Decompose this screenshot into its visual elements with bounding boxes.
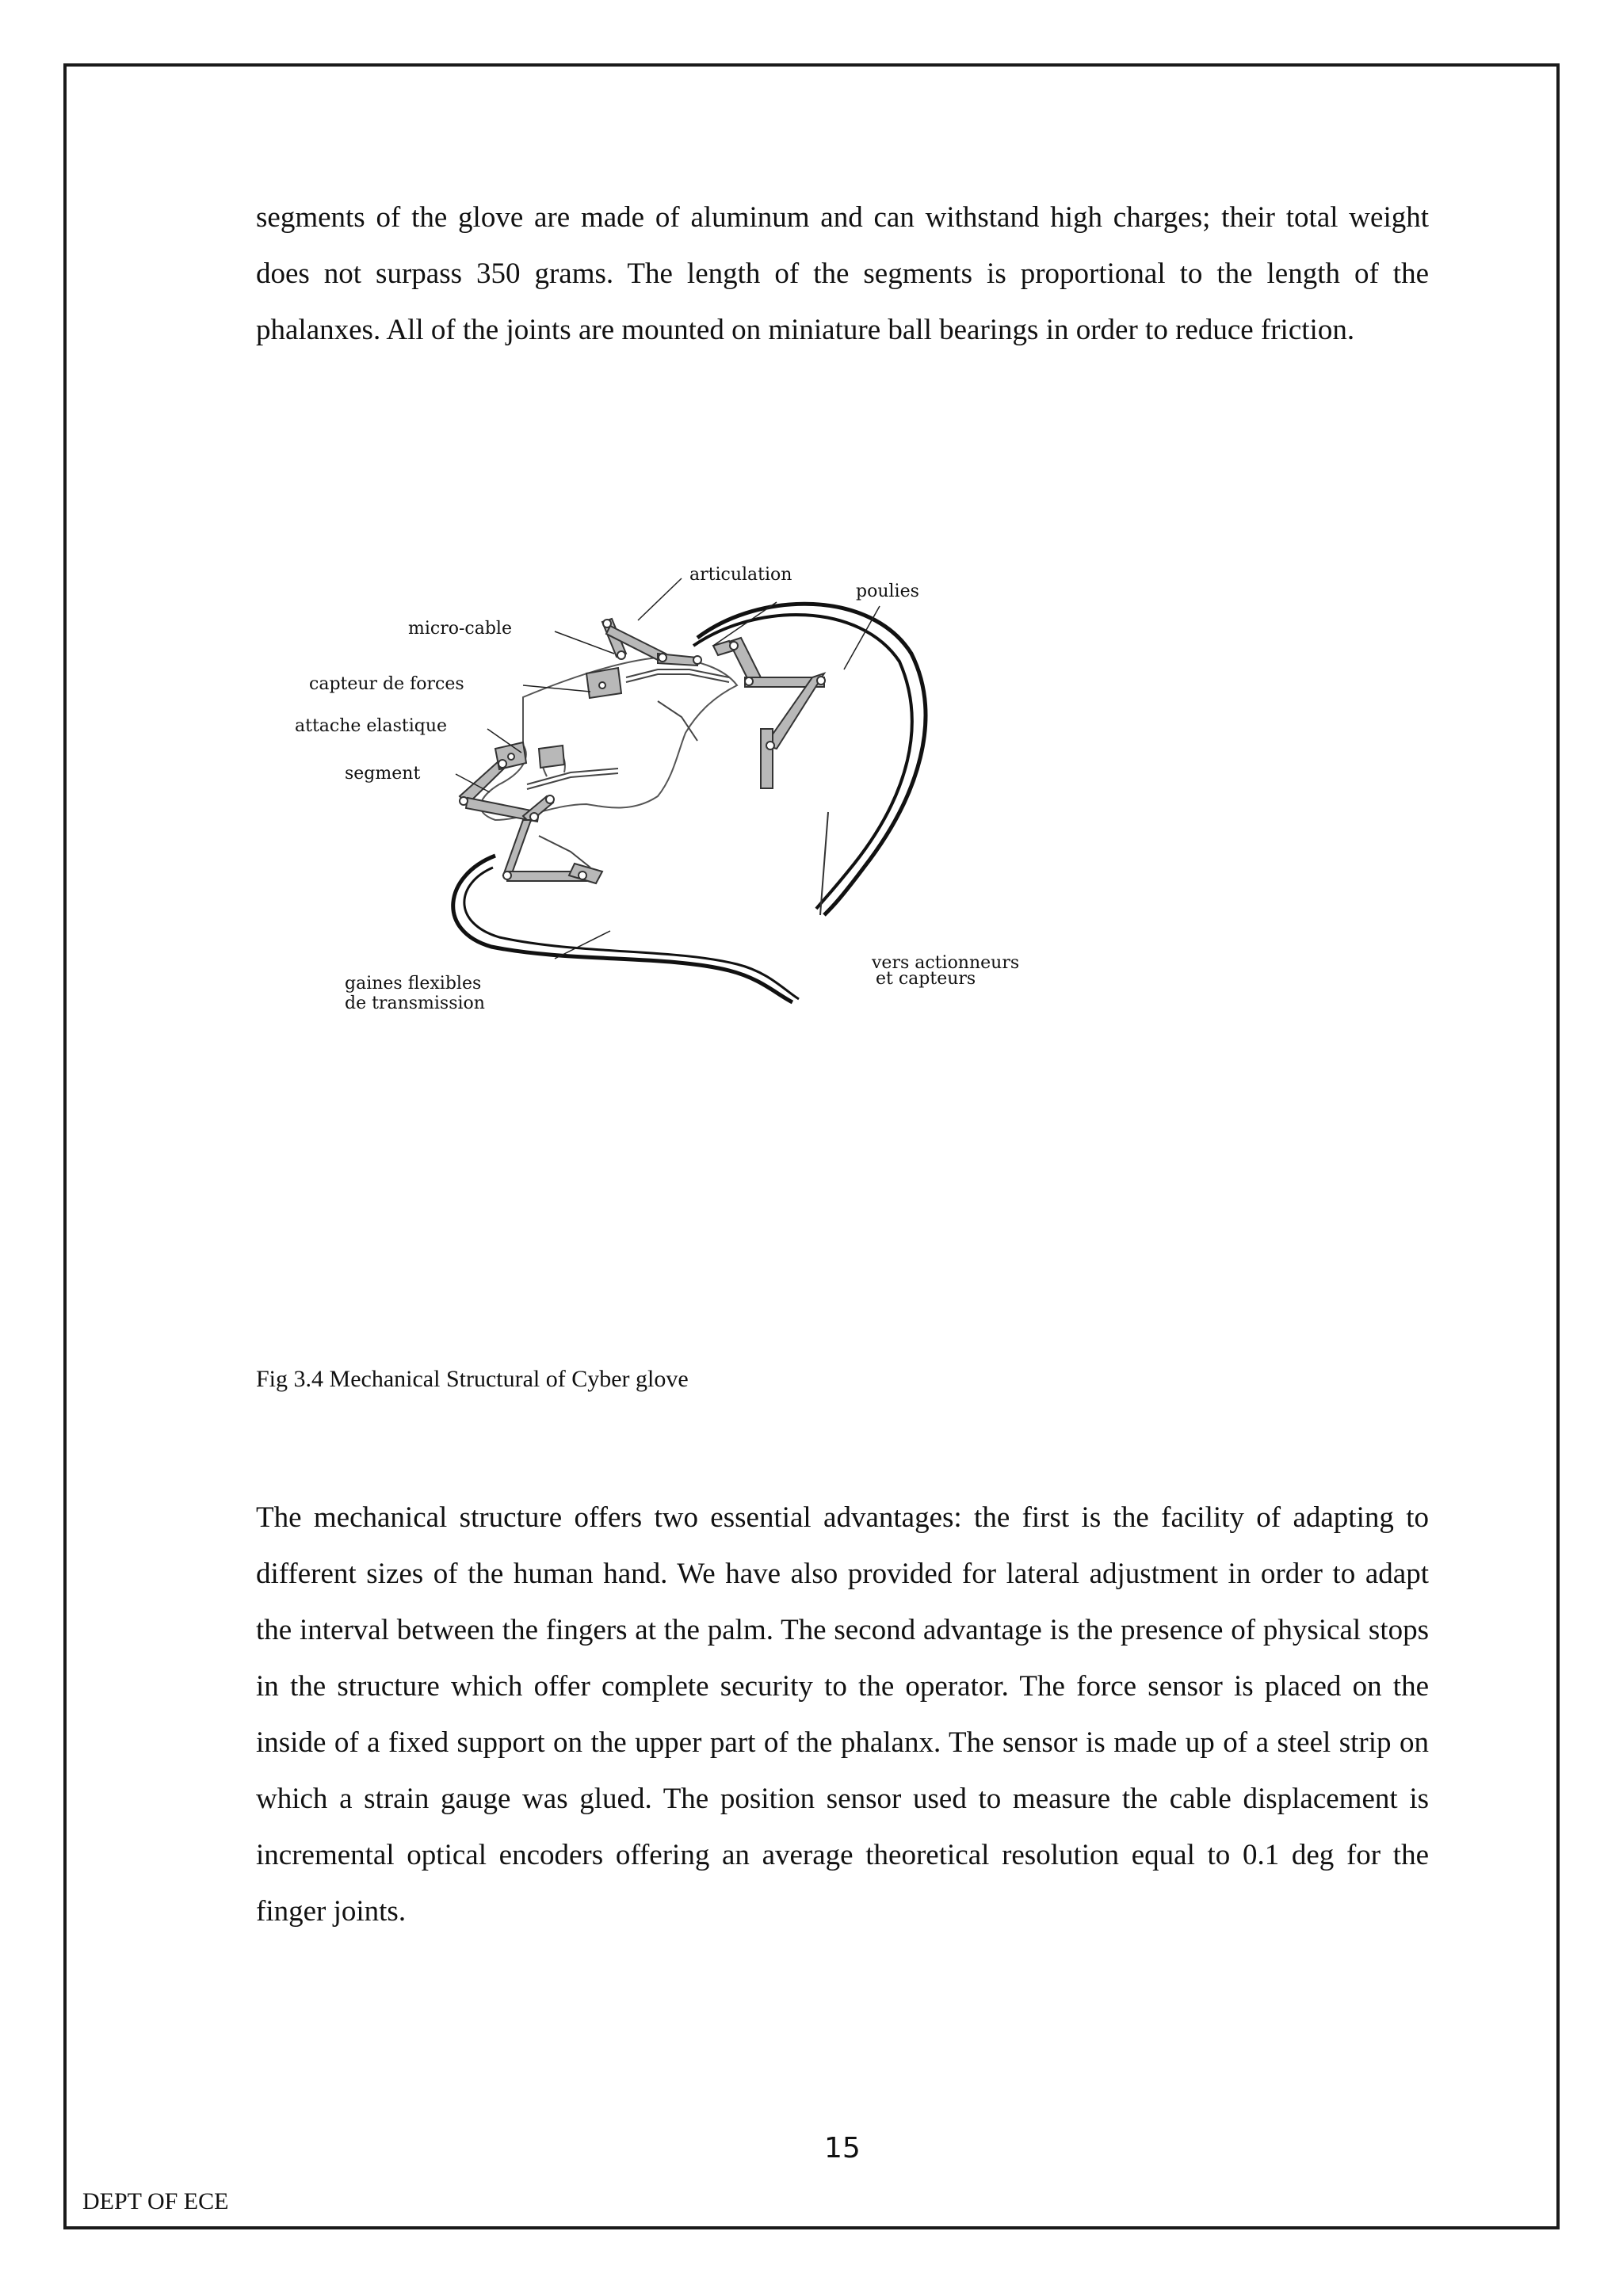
sheath-cable-left-2 — [464, 868, 799, 999]
label-vers-line2: et capteurs — [876, 969, 976, 989]
page-number: 15 — [824, 2132, 861, 2164]
label-segment: segment — [345, 764, 421, 784]
label-gaines-line1: gaines flexibles — [345, 974, 482, 994]
label-attache-elastique: attache elastique — [295, 716, 448, 736]
label-capteur-de-forces: capteur de forces — [309, 674, 464, 694]
label-poulies: poulies — [856, 582, 919, 601]
label-gaines-line2: de transmission — [345, 994, 485, 1013]
label-vers-line1: vers actionneurs — [872, 953, 1020, 973]
figure-caption: Fig 3.4 Mechanical Structural of Cyber glove — [256, 1366, 689, 1392]
label-micro-cable: micro-cable — [408, 619, 512, 639]
sheath-cable-right-2 — [693, 615, 912, 909]
body-paragraph-bottom: The mechanical structure offers two essential advantages: the first is the facility of adapting to different sizes of the human hand. We have also provided for lateral adjustment in order to adapt the interval between the fingers at the palm. The second advantage is the presence of physical stops in the structure which offer complete security to the operator. The force sensor is placed on the inside of a fixed support on the upper part of the phalanx. The sensor is made up of a steel strip on which a strain gauge was glued. The position sensor used to measure the cable displacement is incremental optical encoders offering an average theoretical resolution equal to 0.1 deg for the finger joints. — [256, 1501, 1429, 1928]
footer-department: DEPT OF ECE — [82, 2188, 229, 2214]
body-paragraph-top: segments of the glove are made of aluminum and can withstand high charges; their total weight does not surpass 350 grams. The length of the segments is proportional to the length of the phalanxes. All of the joints are mounted on miniature ball bearings in order to reduce friction. — [256, 201, 1429, 346]
upper-chain — [626, 669, 729, 741]
leader-lines — [456, 578, 880, 959]
lower-chain — [527, 769, 618, 868]
figure-cyber-glove-mechanism — [285, 559, 1062, 1034]
label-articulation: articulation — [689, 565, 792, 585]
upper-finger-linkage — [586, 619, 824, 788]
glove-mechanism-diagram — [285, 559, 1062, 1034]
